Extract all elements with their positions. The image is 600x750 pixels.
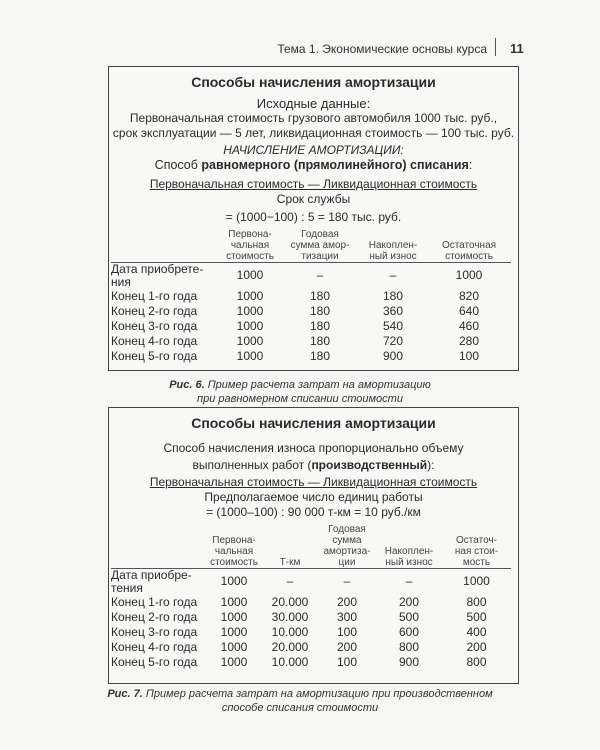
table-cell: 460 — [458, 318, 480, 333]
column-header: Т-км — [279, 556, 301, 568]
row-label: Конец 2-го года — [111, 303, 198, 318]
table-cell: – — [359, 262, 427, 289]
depreciation-table-straight-line — [111, 224, 511, 364]
table-row — [111, 262, 511, 289]
table-row — [111, 304, 511, 319]
column-header: Остаточная стоимость — [441, 239, 497, 262]
method2-prefix: выполненных работ ( — [192, 458, 312, 472]
caption-7-line-1: Пример расчета затрат на амортизацию при производственном — [142, 688, 493, 700]
table-cell: 20.000 — [271, 639, 309, 654]
table-cell: 180 — [309, 348, 331, 363]
table-cell: 1000 — [220, 639, 248, 654]
table-cell: 1000 — [236, 348, 264, 363]
table-row — [111, 334, 511, 349]
table-cell: 600 — [398, 624, 420, 639]
figure-6-title: Способы начисления амортизации — [191, 74, 436, 90]
table-cell: 1000 — [219, 262, 281, 289]
corner-cell — [111, 520, 206, 568]
figure-7-caption — [0, 687, 600, 715]
method-prefix: Способ — [154, 158, 202, 172]
row-label: Конец 5-го года — [111, 654, 198, 669]
running-title: Тема 1. Экономические основы курса — [277, 42, 487, 56]
table-row — [111, 595, 511, 610]
table-cell: 900 — [382, 348, 404, 363]
table-cell: 800 — [466, 654, 487, 669]
figure-6-frame — [108, 66, 519, 371]
table-cell: 1000 — [206, 568, 262, 595]
figure-7-title: Способы начисления амортизации — [191, 415, 436, 431]
table-row — [111, 319, 511, 334]
depreciation-table-production — [111, 520, 511, 670]
caption-6-line-1: Пример расчета затрат на амортизацию — [204, 379, 431, 391]
table-cell: 1000 — [220, 624, 248, 639]
formula-result: = (1000−100) : 5 = 180 тыс. руб. — [225, 210, 402, 224]
row-label: Конец 1-го года — [111, 594, 198, 609]
table-cell: 540 — [382, 318, 404, 333]
table-row — [111, 640, 511, 655]
table-cell: 640 — [458, 303, 480, 318]
row-label: Конец 1-го года — [111, 288, 198, 303]
table-cell: 1000 — [220, 609, 248, 624]
method2-line-2 — [109, 458, 518, 473]
formula-denominator: Срок службы — [276, 192, 351, 206]
given-line-2: срок эксплуатации — 5 лет, ликвидационная стоимость — 100 тыс. руб. — [112, 126, 515, 140]
table-row — [111, 655, 511, 670]
method2-suffix: ): — [427, 458, 435, 472]
table-cell: 180 — [309, 333, 331, 348]
method2-line-1: Способ начисления износа пропорционально объему — [163, 441, 464, 455]
column-header: Годовая сумма амор- тизации — [290, 228, 350, 262]
method-suffix: : — [468, 158, 473, 172]
row-label: Конец 2-го года — [111, 609, 198, 624]
figure-6-caption — [0, 378, 600, 406]
column-header: Первона- чальная стоимость — [226, 228, 274, 262]
caption-7-line-2: способе списания стоимости — [221, 702, 379, 714]
table-cell: – — [318, 568, 376, 595]
table-cell: 1000 — [442, 568, 511, 595]
table-cell: 1000 — [427, 262, 511, 289]
table-cell: 30.000 — [271, 609, 309, 624]
table-cell: 1000 — [236, 333, 264, 348]
table-cell: 100 — [458, 348, 480, 363]
table-cell: 200 — [466, 639, 487, 654]
table-cell: 180 — [382, 288, 404, 303]
table-cell: 1000 — [236, 303, 264, 318]
row-label: Дата приобре- тения — [111, 568, 206, 595]
table-cell: 100 — [336, 654, 358, 669]
table-cell: 180 — [309, 288, 331, 303]
table-cell: 820 — [458, 288, 480, 303]
table-cell: 180 — [309, 303, 331, 318]
formula2-result: = (1000–100) : 90 000 т-км = 10 руб./км — [206, 505, 421, 519]
caption-6-label: Рис. 6. — [169, 379, 205, 391]
table-cell: 1000 — [220, 654, 248, 669]
table-cell: 10.000 — [271, 654, 309, 669]
table-cell: 10.000 — [271, 624, 309, 639]
row-label: Конец 5-го года — [111, 348, 198, 363]
table-row — [111, 610, 511, 625]
table-cell: 180 — [309, 318, 331, 333]
table-cell: 200 — [398, 594, 420, 609]
row-label: Конец 3-го года — [111, 624, 198, 639]
formula-numerator: Первоначальная стоимость — Ликвидационная стоимость — [149, 177, 478, 191]
calc-heading: НАЧИСЛЕНИЕ АМОРТИЗАЦИИ: — [223, 143, 404, 157]
table-cell: 360 — [382, 303, 404, 318]
method2-name: производственный — [311, 458, 428, 472]
page-number: 11 — [510, 41, 524, 56]
column-header: Накоплен- ный износ — [368, 239, 418, 262]
method-name: равномерного (прямолинейного) списания — [201, 158, 469, 172]
table-cell: 200 — [336, 639, 358, 654]
table-cell: – — [281, 262, 359, 289]
given-heading: Исходные данные: — [256, 96, 371, 111]
column-header: Первона- чальная стоимость — [210, 534, 258, 568]
table-cell: 1000 — [220, 594, 248, 609]
table-cell: 500 — [466, 609, 487, 624]
table-cell: 100 — [336, 624, 358, 639]
row-label: Конец 3-го года — [111, 318, 198, 333]
formula2-numerator: Первоначальная стоимость — Ликвидационная стоимость — [149, 475, 478, 489]
row-label: Дата приобрете- ния — [111, 262, 219, 289]
table-cell: 20.000 — [271, 594, 309, 609]
caption-7-label: Рис. 7. — [107, 688, 143, 700]
table-cell: 800 — [398, 639, 420, 654]
table-cell: 800 — [466, 594, 487, 609]
table-cell: – — [262, 568, 318, 595]
table-cell: 720 — [382, 333, 404, 348]
column-header: Годовая сумма амортиза- ции — [323, 523, 371, 568]
table-cell: 400 — [466, 624, 487, 639]
column-header: Накоплен- ный износ — [384, 545, 434, 568]
figure-7-frame — [108, 407, 519, 684]
table-row — [111, 568, 511, 595]
table-row — [111, 625, 511, 640]
table-cell: – — [376, 568, 442, 595]
table-cell: 1000 — [236, 318, 264, 333]
table-cell: 280 — [458, 333, 480, 348]
given-line-1: Первоначальная стоимость грузового автомобиля 1000 тыс. руб., — [129, 111, 498, 125]
column-header: Остаточ- ная стои- мость — [454, 534, 499, 568]
caption-6-line-2: при равномерном списании стоимости — [197, 393, 403, 405]
table-cell: 500 — [398, 609, 420, 624]
table-cell: 1000 — [236, 288, 264, 303]
running-header — [0, 38, 600, 58]
header-divider — [495, 38, 496, 56]
method-line — [109, 158, 518, 173]
table-cell: 900 — [398, 654, 420, 669]
table-row — [111, 289, 511, 304]
row-label: Конец 4-го года — [111, 333, 198, 348]
table-cell: 200 — [336, 594, 358, 609]
corner-cell — [111, 224, 219, 262]
table-cell: 300 — [336, 609, 358, 624]
row-label: Конец 4-го года — [111, 639, 198, 654]
formula2-denominator: Предполагаемое число единиц работы — [204, 490, 423, 504]
table-row — [111, 349, 511, 364]
